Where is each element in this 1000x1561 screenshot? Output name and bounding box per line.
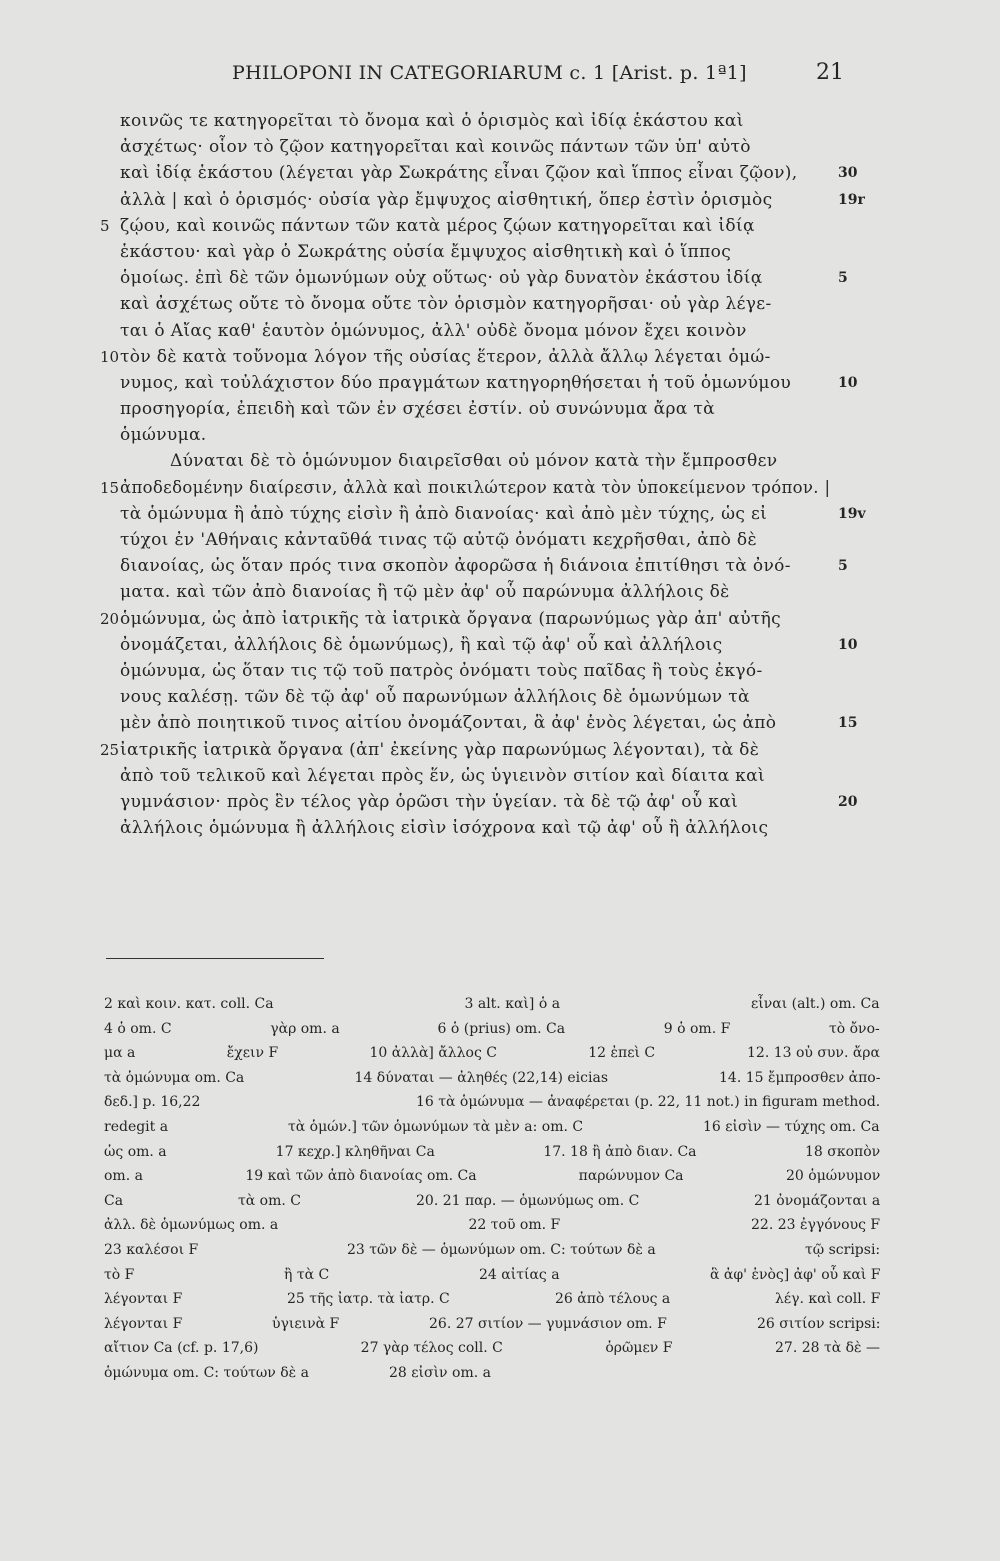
text-line-content: μὲν ἀπὸ ποιητικοῦ τινος αἰτίου ὀνομάζονται, ἃ ἀφ' ἑνὸς λέγεται, ὡς ἀπὸ: [120, 713, 777, 734]
line-number: 10: [100, 347, 120, 366]
line-number: 15: [100, 478, 120, 497]
apparatus-entry: γὰρ om. a: [270, 1020, 340, 1037]
margin-reference: 10: [838, 374, 858, 391]
apparatus-line: [0, 1336, 1000, 1361]
apparatus-entry: 20. 21 παρ. — ὁμωνύμως om. C: [416, 1192, 640, 1209]
text-line: [0, 632, 1000, 658]
text-line-content: καὶ ἰδίᾳ ἑκάστου (λέγεται γὰρ Σωκράτης εἶναι ζῷον καὶ ἵππος εἶναι ζῷον),: [120, 163, 798, 184]
text-line: [0, 579, 1000, 605]
apparatus-entry: λέγ. καὶ coll. F: [775, 1291, 881, 1308]
text-line-content: γυμνάσιον· πρὸς ἓν τέλος γὰρ ὁρῶσι τὴν ὑγείαν. τὰ δὲ τῷ ἀφ' οὗ καὶ: [120, 791, 739, 812]
text-line-content: ὁμώνυμα, ὡς ἀπὸ ἰατρικῆς τὰ ἰατρικὰ ὄργανα (παρωνύμως γὰρ ἀπ' αὐτῆς: [120, 608, 782, 629]
text-line: [0, 239, 1000, 265]
apparatus-entry: τὰ ὁμώνυμα om. Ca: [104, 1069, 245, 1086]
apparatus-entry: 19 καὶ τῶν ἀπὸ διανοίας om. Ca: [245, 1168, 477, 1185]
apparatus-entry: τὰ ὁμών.] τῶν ὁμωνύμων τὰ μὲν a: om. C: [288, 1118, 584, 1135]
text-line: [0, 370, 1000, 396]
text-line: [0, 344, 1000, 370]
apparatus-line: [0, 1140, 1000, 1165]
text-line-content: ὁμώνυμα.: [120, 425, 207, 446]
text-line-content: ἰατρικῆς ἰατρικὰ ὄργανα (ἀπ' ἐκείνης γὰρ παρωνύμως λέγονται), τὰ δὲ: [120, 739, 760, 760]
text-line-content: κοινῶς τε κατηγορεῖται τὸ ὄνομα καὶ ὁ ὁρισμὸς καὶ ἰδίᾳ ἑκάστου καὶ: [120, 111, 744, 131]
apparatus-entry: 17. 18 ἢ ἀπὸ διαν. Ca: [543, 1143, 697, 1160]
apparatus-line: [0, 1066, 1000, 1091]
text-line: [0, 684, 1000, 710]
apparatus-entry: ἀλλ. δὲ ὁμωνύμως om. a: [104, 1217, 279, 1234]
apparatus-entry: 24 αἰτίας a: [479, 1266, 560, 1283]
text-line-content: ματα. καὶ τῶν ἀπὸ διανοίας ἢ τῷ μὲν ἀφ' οὗ παρώνυμα ἀλλήλοις δὲ: [120, 582, 730, 603]
apparatus-entry: παρώνυμον Ca: [578, 1168, 684, 1185]
critical-apparatus: [0, 992, 1000, 1386]
apparatus-entry: 22. 23 ἐγγόνους F: [751, 1217, 881, 1234]
text-line: [0, 396, 1000, 422]
text-line-content: ὁμώνυμα, ὡς ὅταν τις τῷ τοῦ πατρὸς ὀνόματι τοὺς παῖδας ἢ τοὺς ἐκγό-: [120, 660, 763, 681]
text-line: [0, 815, 1000, 841]
apparatus-entry: εἶναι (alt.) om. Ca: [751, 996, 880, 1012]
apparatus-entry: 26 ἀπὸ τέλους a: [555, 1291, 671, 1308]
margin-reference: 19r: [838, 191, 865, 208]
margin-reference: 20: [838, 793, 858, 810]
apparatus-entry: 22 τοῦ om. F: [468, 1217, 561, 1234]
apparatus-entry: 23 καλέσοι F: [104, 1241, 199, 1258]
text-line: [0, 658, 1000, 684]
apparatus-entry: 26 σιτίον scripsi:: [757, 1315, 881, 1332]
text-line-content: τὰ ὁμώνυμα ἢ ἀπὸ τύχης εἰσὶν ἢ ἀπὸ διανοίας· καὶ ἀπὸ μὲν τύχης, ὡς εἰ: [120, 503, 768, 524]
text-line-content: ἀπὸ τοῦ τελικοῦ καὶ λέγεται πρὸς ἕν, ὡς ὑγιεινὸν σιτίον καὶ δίαιτα καὶ: [120, 765, 766, 786]
running-header: [0, 62, 1000, 92]
line-number: 20: [100, 609, 120, 628]
text-line: [0, 789, 1000, 815]
text-line: [0, 318, 1000, 344]
apparatus-line: [0, 1287, 1000, 1312]
apparatus-entry: τὰ om. C: [238, 1192, 301, 1209]
apparatus-entry: Ca: [104, 1192, 124, 1209]
text-line: [0, 448, 1000, 474]
apparatus-entry: 10 ἀλλὰ] ἄλλος C: [369, 1045, 497, 1062]
apparatus-entry: τὸ F: [104, 1266, 135, 1283]
text-line: [0, 501, 1000, 527]
apparatus-entry: 12. 13 οὐ συν. ἄρα: [747, 1045, 880, 1062]
apparatus-line: [0, 1213, 1000, 1238]
text-line: [0, 527, 1000, 553]
text-line-content: ὁμοίως. ἐπὶ δὲ τῶν ὁμωνύμων οὐχ οὕτως· οὐ γὰρ δυνατὸν ἑκάστου ἰδίᾳ: [120, 268, 763, 289]
margin-reference: 15: [838, 715, 858, 732]
apparatus-entry: 9 ὁ om. F: [663, 1020, 731, 1037]
text-line: [0, 134, 1000, 160]
apparatus-entry: 23 τῶν δὲ — ὁμωνύμων om. C: τούτων δὲ a: [347, 1241, 656, 1258]
text-line-content: ἀλλὰ | καὶ ὁ ὁρισμός· οὐσία γὰρ ἔμψυχος αἰσθητική, ὅπερ ἐστὶν ὁρισμὸς: [120, 189, 773, 210]
text-line-content: καὶ ἀσχέτως οὔτε τὸ ὄνομα οὔτε τὸν ὁρισμὸν κατηγορῆσαι· οὐ γὰρ λέγε-: [120, 294, 772, 315]
apparatus-entry: om. a: [104, 1168, 143, 1185]
text-line-content: τύχοι ἐν 'Αθήναις κἀνταῦθά τινας τῷ αὐτῷ ὀνόματι κεχρῆσθαι, ἀπὸ δὲ: [120, 530, 757, 550]
margin-reference: 5: [838, 558, 848, 575]
apparatus-entry: 17 κεχρ.] κληθῆναι Ca: [275, 1143, 435, 1160]
margin-reference: 10: [838, 636, 858, 653]
apparatus-entry: 18 σκοπὸν: [805, 1143, 881, 1160]
footnote-separator: [106, 958, 324, 959]
apparatus-entry: 16 εἰσὶν — τύχης om. Ca: [703, 1118, 880, 1135]
text-line: [0, 763, 1000, 789]
apparatus-entry: αἴτιον Ca (cf. p. 17,6): [104, 1340, 259, 1357]
apparatus-line: [0, 1361, 1000, 1386]
text-line: [0, 265, 1000, 291]
apparatus-entry: 14 δύναται — ἀληθές (22,14) eicias: [354, 1069, 609, 1086]
margin-reference: 19v: [838, 505, 866, 522]
apparatus-entry: δεδ.] p. 16,22: [104, 1094, 201, 1111]
line-number: 25: [100, 740, 120, 759]
apparatus-entry: λέγονται F: [104, 1315, 183, 1332]
apparatus-entry: ὁμώνυμα om. C: τούτων δὲ a: [104, 1364, 309, 1381]
apparatus-entry: 6 ὁ (prius) om. Ca: [437, 1020, 566, 1037]
apparatus-entry: 4 ὁ om. C: [104, 1020, 172, 1037]
apparatus-line: [0, 1041, 1000, 1066]
text-line-content: προσηγορία, ἐπειδὴ καὶ τῶν ἐν σχέσει ἐστίν. οὐ συνώνυμα ἄρα τὰ: [120, 399, 715, 420]
text-line: [0, 213, 1000, 239]
apparatus-entry: ἃ ἀφ' ἑνὸς] ἀφ' οὗ καὶ F: [710, 1266, 881, 1283]
apparatus-entry: 3 alt. καὶ] ὁ a: [464, 996, 561, 1012]
apparatus-entry: μα a: [104, 1045, 136, 1062]
text-line-content: ἀσχέτως· οἷον τὸ ζῷον κατηγορεῖται καὶ κοινῶς πάντων τῶν ὑπ' αὐτὸ: [120, 137, 751, 158]
apparatus-entry: 20 ὁμώνυμον: [786, 1168, 881, 1185]
text-line: [0, 553, 1000, 579]
text-line-content: διανοίας, ὡς ὅταν πρός τινα σκοπὸν ἀφορῶσα ἡ διάνοια ἐπιτίθησι τὰ ὀνό-: [120, 556, 791, 577]
apparatus-line: [0, 1312, 1000, 1337]
text-line-content: τὸν δὲ κατὰ τοὔνομα λόγον τῆς οὐσίας ἕτερον, ἀλλὰ ἄλλῳ λέγεται ὁμώ-: [120, 346, 771, 367]
text-line: [0, 108, 1000, 134]
text-line-content: ἀποδεδομένην διαίρεσιν, ἀλλὰ καὶ ποικιλώτερον κατὰ τὸν ὑποκείμενον τρόπον. |: [120, 477, 831, 498]
apparatus-line: [0, 992, 1000, 1017]
text-line: [0, 475, 1000, 501]
apparatus-entry: τὸ ὄνο-: [829, 1020, 880, 1037]
apparatus-entry: ἢ τὰ C: [284, 1266, 330, 1283]
apparatus-entry: 25 τῆς ἰατρ. τὰ ἰατρ. C: [287, 1291, 450, 1308]
margin-reference: 30: [838, 165, 858, 182]
text-line: [0, 187, 1000, 213]
margin-reference: 5: [838, 270, 848, 287]
running-title: PHILOPONI IN CATEGORIARUM c. 1 [Arist. p. 1ª1]: [232, 62, 747, 84]
apparatus-entry: ὡς om. a: [104, 1143, 167, 1160]
text-line-content: ζῴου, καὶ κοινῶς πάντων τῶν κατὰ μέρος ζῴων κατηγορεῖται καὶ ἰδίᾳ: [120, 215, 755, 236]
apparatus-entry: 2 καὶ κοιν. κατ. coll. Ca: [104, 996, 274, 1012]
text-line: [0, 422, 1000, 448]
main-text: [0, 108, 1000, 841]
apparatus-line: [0, 1238, 1000, 1263]
text-line: [0, 291, 1000, 317]
apparatus-entry: 12 ἐπεὶ C: [588, 1045, 656, 1062]
line-number: 5: [100, 216, 110, 235]
apparatus-entry: λέγονται F: [104, 1291, 183, 1308]
apparatus-entry: 28 εἰσὶν om. a: [389, 1364, 491, 1381]
text-line-content: ἑκάστου· καὶ γὰρ ὁ Σωκράτης οὐσία ἔμψυχος αἰσθητικὴ καὶ ὁ ἵππος: [120, 241, 732, 262]
apparatus-line: [0, 1017, 1000, 1042]
apparatus-entry: 27. 28 τὰ δὲ —: [775, 1340, 881, 1357]
apparatus-entry: 26. 27 σιτίον — γυμνάσιον om. F: [429, 1315, 667, 1332]
apparatus-entry: ὁρῶμεν F: [605, 1340, 673, 1357]
apparatus-line: [0, 1090, 1000, 1115]
apparatus-entry: 16 τὰ ὁμώνυμα — ἀναφέρεται (p. 22, 11 not.) in figuram method.: [416, 1094, 881, 1111]
text-line-content: ται ὁ Αἴας καθ' ἑαυτὸν ὁμώνυμος, ἀλλ' οὐδὲ ὄνομα μόνον ἔχει κοινὸν: [120, 320, 747, 341]
text-line-content: ὀνομάζεται, ἀλλήλοις δὲ ὁμωνύμως), ἢ καὶ τῷ ἀφ' οὗ καὶ ἀλλήλοις: [120, 634, 723, 655]
apparatus-line: [0, 1164, 1000, 1189]
apparatus-line: [0, 1115, 1000, 1140]
text-line: [0, 710, 1000, 736]
apparatus-entry: ὑγιεινὰ F: [272, 1315, 340, 1332]
text-line: [0, 737, 1000, 763]
text-line-content: ἀλλήλοις ὁμώνυμα ἢ ἀλλήλοις εἰσὶν ἰσόχρονα καὶ τῷ ἀφ' οὗ ἢ ἀλλήλοις: [120, 818, 769, 839]
text-line-content: νους καλέσῃ. τῶν δὲ τῷ ἀφ' οὗ παρωνύμων ἀλλήλοις δὲ ὁμωνύμων τὰ: [120, 687, 750, 708]
page-number: 21: [816, 60, 844, 85]
apparatus-entry: 14. 15 ἔμπροσθεν ἀπο-: [719, 1069, 881, 1086]
text-line: [0, 606, 1000, 632]
text-line: [0, 160, 1000, 186]
apparatus-line: [0, 1263, 1000, 1288]
apparatus-entry: ἔχειν F: [226, 1045, 279, 1062]
text-line-content: Δύναται δὲ τὸ ὁμώνυμον διαιρεῖσθαι οὐ μόνον κατὰ τὴν ἔμπροσθεν: [170, 451, 778, 472]
apparatus-entry: redegit a: [104, 1118, 169, 1135]
apparatus-entry: 21 ὀνομάζονται a: [754, 1192, 881, 1209]
apparatus-entry: τῷ scripsi:: [805, 1241, 881, 1258]
apparatus-line: [0, 1189, 1000, 1214]
apparatus-entry: 27 γὰρ τέλος coll. C: [360, 1340, 503, 1357]
text-line-content: νυμος, καὶ τοὐλάχιστον δύο πραγμάτων κατηγορηθήσεται ἡ τοῦ ὁμωνύμου: [120, 372, 792, 393]
